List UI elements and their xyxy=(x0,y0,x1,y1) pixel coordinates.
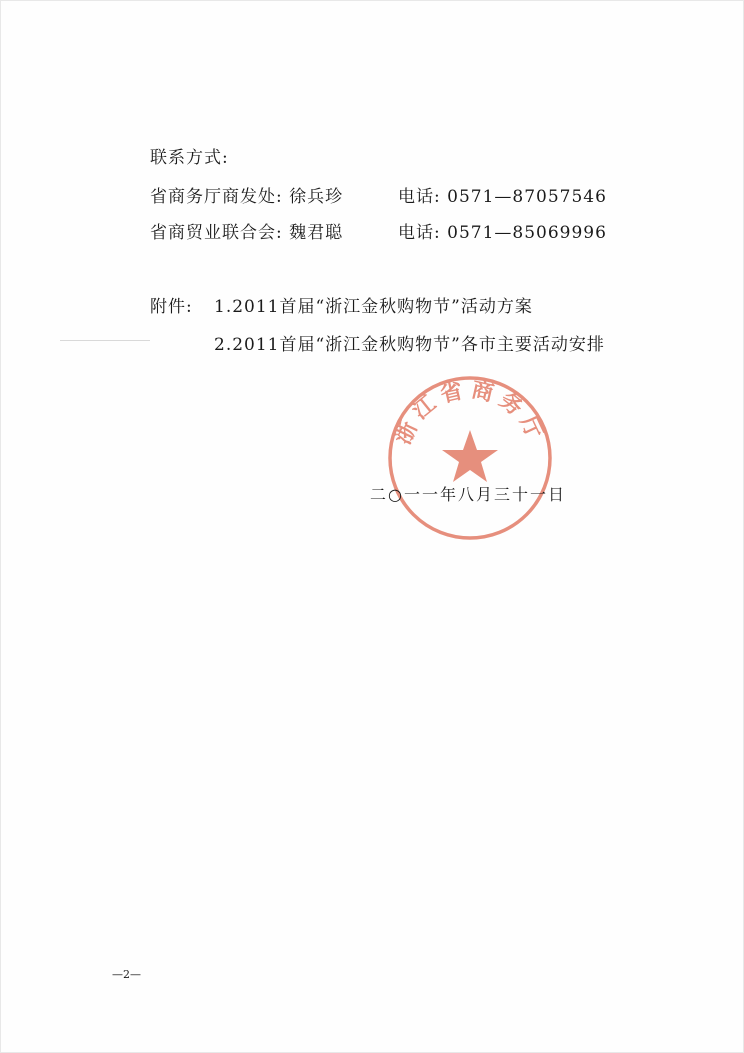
official-seal xyxy=(384,372,556,544)
seal-star-icon xyxy=(442,430,498,482)
seal-text: 浙江省商务厅 xyxy=(389,376,551,449)
scan-artifact-line xyxy=(60,340,150,341)
attachments-label: 附件: xyxy=(150,297,193,317)
document-date: 二○一一年八月三十一日 xyxy=(370,485,566,504)
attachment-item-1: 1.2011首届“浙江金秋购物节”活动方案 xyxy=(214,297,533,317)
contact-person-2: 省商贸业联合会: 魏君聪 xyxy=(150,223,344,243)
contact-phone-1: 电话: 0571—87057546 xyxy=(398,187,607,207)
contact-person-1: 省商务厅商发处: 徐兵珍 xyxy=(150,187,344,207)
contact-phone-2: 电话: 0571—85069996 xyxy=(398,223,607,243)
attachment-item-2: 2.2011首届“浙江金秋购物节”各市主要活动安排 xyxy=(214,335,605,355)
contact-header: 联系方式: xyxy=(150,148,229,168)
page-number: —2— xyxy=(112,968,141,981)
